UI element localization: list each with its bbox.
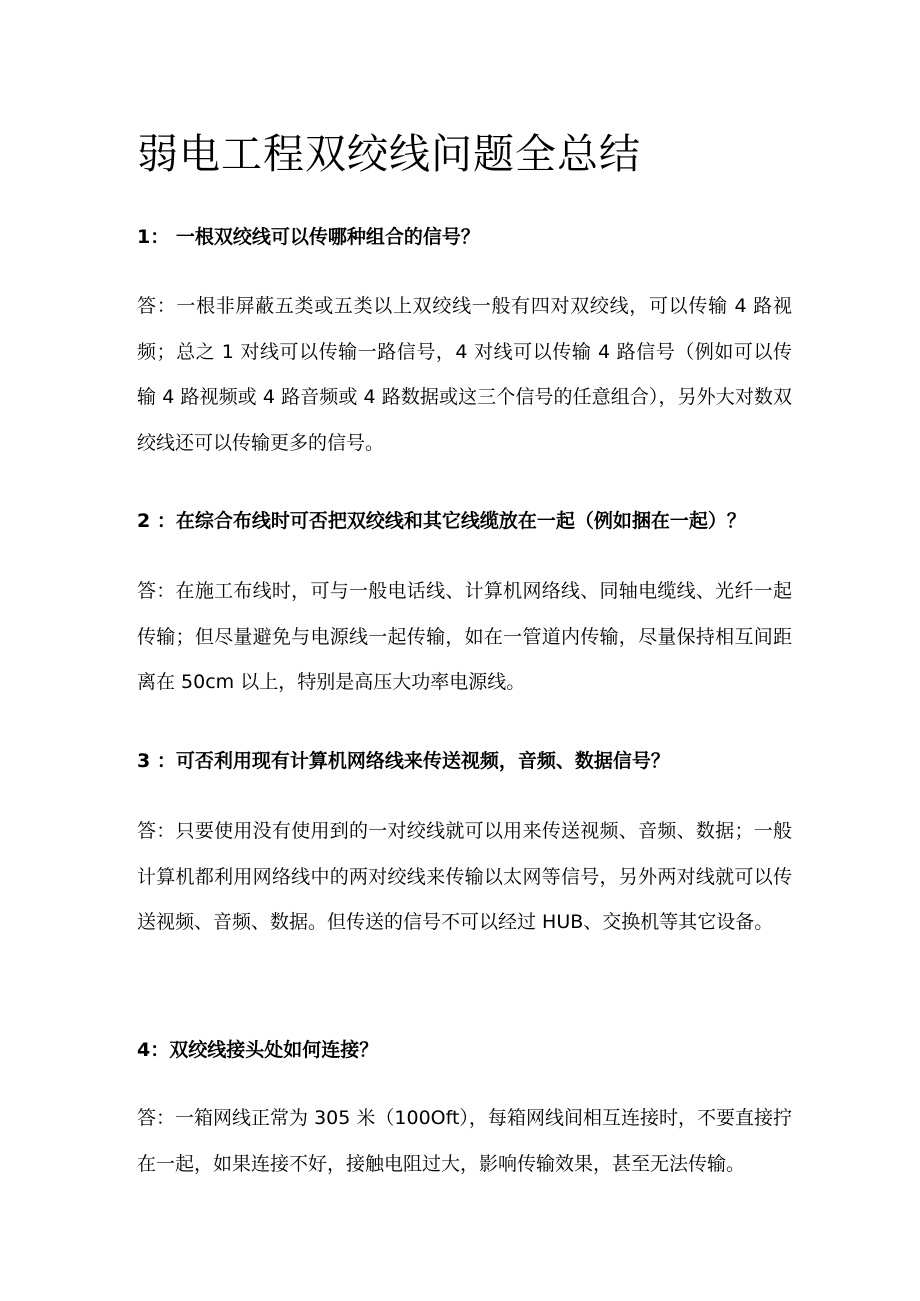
answer-4: 答：一箱网线正常为 305 米（100Oft），每箱网线间相互连接时，不要直接拧在一起，如果连接不好，接触电阻过大，影响传输效果，甚至无法传输。	[137, 1107, 792, 1175]
question-1: 1： 一根双绞线可以传哪种组合的信号？	[137, 226, 480, 248]
answer-2: 答：在施工布线时，可与一般电话线、计算机网络线、同轴电缆线、光纤一起传输；但尽量避免与电源线一起传输，如在一管道内传输，尽量保持相互间距离在 50cm 以上，特别是高压大功率电源线。	[137, 580, 792, 693]
answer-1: 答：一根非屏蔽五类或五类以上双绞线一般有四对双绞线，可以传输 4 路视频；总之 1 对线可以传输一路信号，4 对线可以传输 4 路信号（例如可以传输 4 路视频或 4 路音频或 4 路数据或这三个信号的任意组合），另外大对数双绞线还可以传输更多的信号。	[137, 295, 792, 454]
question-2: 2 ：在综合布线时可否把双绞线和其它线缆放在一起（例如捆在一起）？	[137, 510, 746, 532]
question-4: 4：双绞线接头处如何连接？	[137, 1039, 379, 1061]
document-title: 弱电工程双绞线问题全总结	[137, 130, 641, 178]
question-3: 3 ：可否利用现有计算机网络线来传送视频，音频、数据信号？	[137, 750, 670, 772]
answer-3: 答：只要使用没有使用到的一对绞线就可以用来传送视频、音频、数据；一般计算机都利用网络线中的两对绞线来传输以太网等信号，另外两对线就可以传送视频、音频、数据。但传送的信号不可以经过 HUB、交换机等其它设备。	[137, 820, 792, 933]
